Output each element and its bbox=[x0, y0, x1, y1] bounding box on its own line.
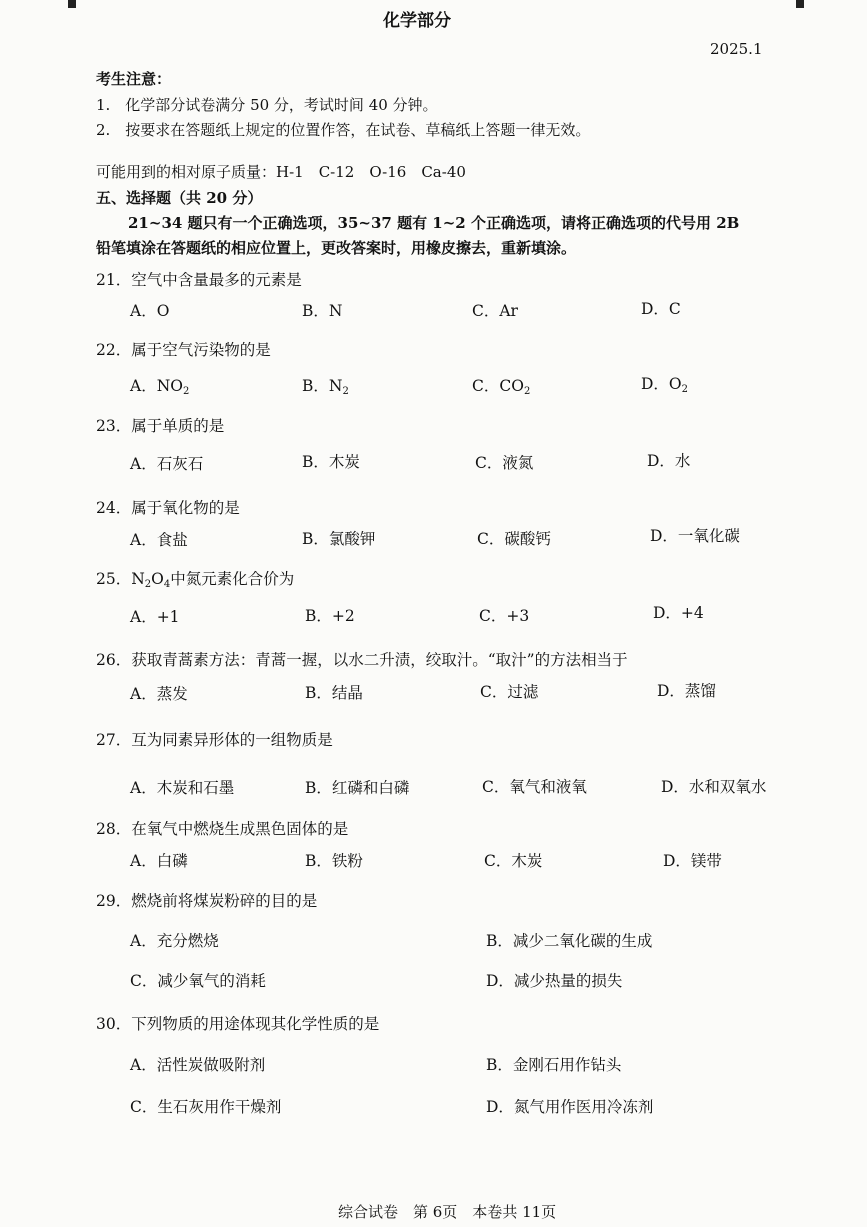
option-c: C．碳酸钙 bbox=[477, 530, 551, 548]
option-b: B．+2 bbox=[305, 607, 355, 625]
option-a: A．石灰石 bbox=[130, 455, 204, 473]
option-d: D．C bbox=[641, 300, 681, 318]
option-d: D．一氧化碳 bbox=[650, 527, 740, 545]
option-b: B．金刚石用作钻头 bbox=[486, 1056, 622, 1074]
option-a: A．白磷 bbox=[130, 852, 188, 870]
option-d bbox=[641, 372, 688, 395]
question-stem: 30．下列物质的用途体现其化学性质的是 bbox=[96, 1015, 380, 1033]
option-d: D．蒸馏 bbox=[657, 682, 716, 700]
option-c: C．+3 bbox=[479, 607, 530, 625]
question-stem: 23．属于单质的是 bbox=[96, 417, 225, 435]
option-a: A．充分燃烧 bbox=[130, 932, 219, 950]
option-c: C．生石灰用作干燥剂 bbox=[130, 1098, 282, 1116]
option-b: B．N bbox=[302, 302, 343, 320]
option-a: A．+1 bbox=[130, 608, 180, 626]
page-title: 化学部分 bbox=[383, 11, 451, 31]
option-b bbox=[302, 374, 349, 397]
option-d: D．减少热量的损失 bbox=[486, 972, 623, 990]
subscript: 2 bbox=[144, 579, 152, 590]
option-b-text: B．N bbox=[302, 377, 343, 395]
question-stem bbox=[96, 567, 294, 590]
option-d: D．+4 bbox=[653, 604, 704, 622]
option-c-text: C．CO bbox=[472, 377, 524, 395]
option-d: D．水 bbox=[647, 452, 691, 470]
option-a: A．蒸发 bbox=[130, 685, 188, 703]
option-a: A．O bbox=[130, 302, 170, 320]
option-a: A．食盐 bbox=[130, 531, 188, 549]
question-stem: 29．燃烧前将煤炭粉碎的目的是 bbox=[96, 892, 318, 910]
question-stem: 21．空气中含量最多的元素是 bbox=[96, 271, 302, 289]
exam-date: 2025.1 bbox=[710, 40, 763, 58]
option-c: C．液氮 bbox=[475, 454, 534, 472]
question-stem: 26．获取青蒿素方法：青蒿一握，以水二升渍，绞取汁。“取汁”的方法相当于 bbox=[96, 651, 628, 669]
option-a bbox=[130, 374, 189, 397]
option-c: C．木炭 bbox=[484, 852, 543, 870]
option-c bbox=[472, 374, 530, 397]
atomic-masses: 可能用到的相对原子质量：H-1 C-12 O-16 Ca-40 bbox=[96, 163, 466, 181]
question-stem: 24．属于氧化物的是 bbox=[96, 499, 240, 517]
option-d: D．镁带 bbox=[663, 852, 722, 870]
notice-item: 2. 按要求在答题纸上规定的位置作答，在试卷、草稿纸上答题一律无效。 bbox=[96, 121, 591, 139]
option-b: B．减少二氧化碳的生成 bbox=[486, 932, 653, 950]
question-stem: 27．互为同素异形体的一组物质是 bbox=[96, 731, 333, 749]
option-c: C．过滤 bbox=[480, 683, 539, 701]
option-d-text: D．O bbox=[641, 375, 682, 393]
subscript: 2 bbox=[681, 384, 689, 395]
subscript: 2 bbox=[523, 386, 531, 397]
option-b: B．木炭 bbox=[302, 453, 360, 471]
subscript: 2 bbox=[182, 386, 190, 397]
notice-item: 1. 化学部分试卷满分 50 分，考试时间 40 分钟。 bbox=[96, 96, 438, 114]
page-footer: 综合试卷 第 6页 本卷共 11页 bbox=[338, 1203, 557, 1221]
stem-text: O bbox=[151, 570, 164, 588]
section-instruction: 铅笔填涂在答题纸的相应位置上，更改答案时，用橡皮擦去，重新填涂。 bbox=[96, 239, 577, 257]
question-stem: 22．属于空气污染物的是 bbox=[96, 341, 271, 359]
option-b: B．铁粉 bbox=[305, 852, 363, 870]
notice-heading: 考生注意： bbox=[96, 70, 172, 88]
option-c: C．氧气和液氧 bbox=[482, 778, 587, 796]
subscript: 4 bbox=[163, 579, 171, 590]
subscript: 2 bbox=[342, 386, 349, 397]
option-d: D．水和双氧水 bbox=[661, 778, 767, 796]
option-b: B．结晶 bbox=[305, 684, 363, 702]
section-heading: 五、选择题（共 20 分） bbox=[96, 189, 263, 207]
option-c: C．Ar bbox=[472, 302, 518, 320]
section-instruction: 21~34 题只有一个正确选项，35~37 题有 1~2 个正确选项，请将正确选项的代号用 2B bbox=[128, 214, 740, 232]
option-a-text: A．NO bbox=[130, 377, 183, 395]
stem-text: 25．N bbox=[96, 570, 145, 588]
option-b: B．氯酸钾 bbox=[302, 530, 376, 548]
option-a: A．木炭和石墨 bbox=[130, 779, 235, 797]
option-d: D．氮气用作医用冷冻剂 bbox=[486, 1098, 654, 1116]
question-stem: 28．在氧气中燃烧生成黑色固体的是 bbox=[96, 820, 349, 838]
scan-mark bbox=[68, 0, 76, 8]
scan-mark bbox=[796, 0, 804, 8]
option-b: B．红磷和白磷 bbox=[305, 779, 410, 797]
stem-text: 中氮元素化合价为 bbox=[170, 570, 295, 588]
option-a: A．活性炭做吸附剂 bbox=[130, 1056, 266, 1074]
option-c: C．减少氧气的消耗 bbox=[130, 972, 266, 990]
